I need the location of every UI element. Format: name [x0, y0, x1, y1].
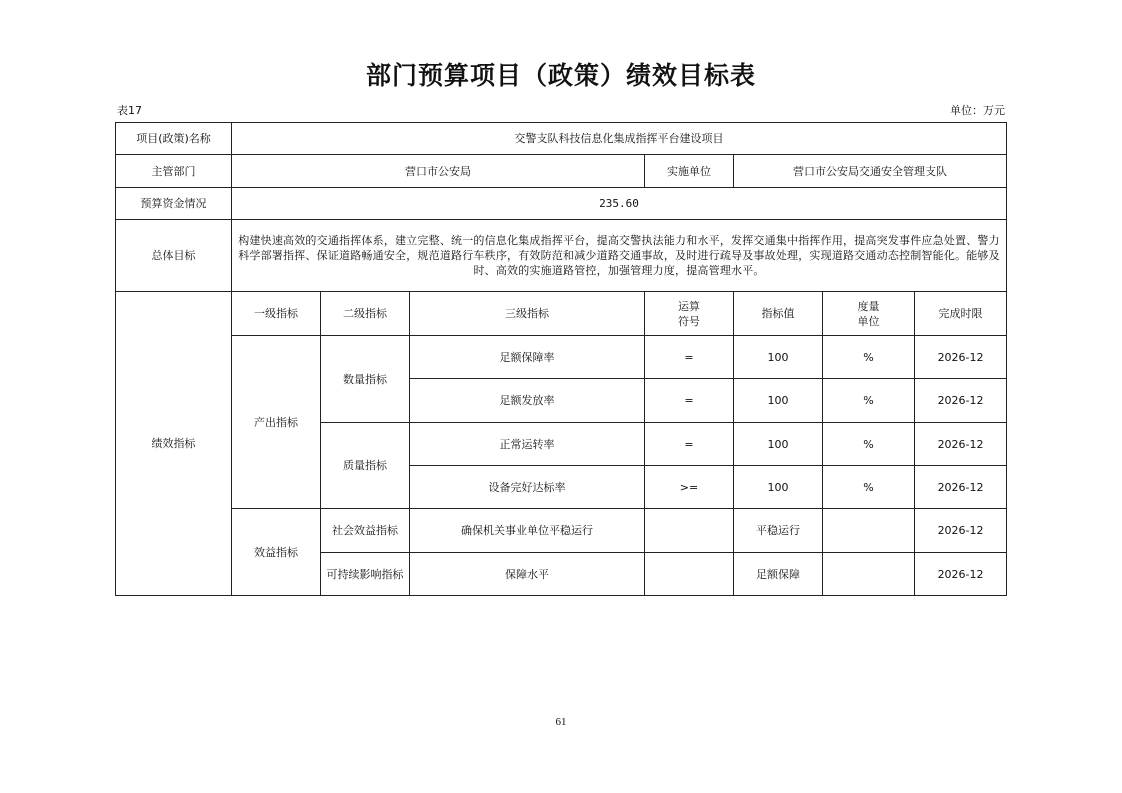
- project-name-value: 交警支队科技信息化集成指挥平台建设项目: [232, 123, 1007, 155]
- indicator-unit: %: [823, 379, 915, 423]
- indicator-unit: %: [823, 423, 915, 466]
- indicator-name: 设备完好达标率: [410, 466, 645, 509]
- header-unit-line2: 单位: [857, 314, 880, 328]
- indicator-name: 足额发放率: [410, 379, 645, 423]
- header-value: 指标值: [734, 292, 823, 336]
- group-quantity: 数量指标: [321, 336, 410, 423]
- header-deadline: 完成时限: [915, 292, 1007, 336]
- budget-value: 235.60: [232, 188, 1007, 220]
- indicator-operator: =: [645, 423, 734, 466]
- header-row: [116, 292, 1007, 336]
- indicator-deadline: 2026-12: [915, 379, 1007, 423]
- indicator-operator: >=: [645, 466, 734, 509]
- group-social: 社会效益指标: [321, 509, 410, 553]
- project-row: [116, 123, 1007, 155]
- department-value: 营口市公安局: [232, 155, 645, 188]
- goal-label: 总体目标: [116, 220, 232, 292]
- indicator-value: 平稳运行: [734, 509, 823, 553]
- implementer-value: 营口市公安局交通安全管理支队: [734, 155, 1007, 188]
- header-operator: [645, 292, 734, 336]
- header-operator-line1: 运算: [678, 299, 700, 313]
- department-row: [116, 155, 1007, 188]
- indicator-deadline: 2026-12: [915, 466, 1007, 509]
- indicator-name: 足额保障率: [410, 336, 645, 379]
- indicator-operator: [645, 553, 734, 596]
- header-level1: 一级指标: [232, 292, 321, 336]
- group-quality: 质量指标: [321, 423, 410, 509]
- indicator-deadline: 2026-12: [915, 509, 1007, 553]
- page-title: 部门预算项目（政策）绩效目标表: [365, 61, 756, 90]
- header-level2: 二级指标: [321, 292, 410, 336]
- indicator-deadline: 2026-12: [915, 336, 1007, 379]
- page-number: 61: [555, 716, 567, 728]
- indicator-value: 100: [734, 423, 823, 466]
- indicator-name: 确保机关事业单位平稳运行: [410, 509, 645, 553]
- table-number: 表17: [117, 104, 142, 117]
- indicator-value: 100: [734, 336, 823, 379]
- table-row: [116, 509, 1007, 553]
- indicator-operator: [645, 509, 734, 553]
- indicator-name: 正常运转率: [410, 423, 645, 466]
- group-benefit: 效益指标: [232, 509, 321, 596]
- performance-table: [115, 122, 1007, 596]
- indicator-value: 100: [734, 379, 823, 423]
- header-unit: [823, 292, 915, 336]
- budget-row: [116, 188, 1007, 220]
- indicator-unit: %: [823, 336, 915, 379]
- unit-label: 单位：万元: [950, 104, 1005, 117]
- table-row: [116, 336, 1007, 379]
- indicator-unit: [823, 553, 915, 596]
- department-label: 主管部门: [116, 155, 232, 188]
- indicator-unit: [823, 509, 915, 553]
- indicator-operator: =: [645, 336, 734, 379]
- header-level3: 三级指标: [410, 292, 645, 336]
- implementer-label: 实施单位: [645, 155, 734, 188]
- indicator-unit: %: [823, 466, 915, 509]
- performance-label: 绩效指标: [116, 292, 232, 596]
- budget-label: 预算资金情况: [116, 188, 232, 220]
- header-unit-line1: 度量: [857, 299, 880, 313]
- goal-row: [116, 220, 1007, 292]
- indicator-deadline: 2026-12: [915, 553, 1007, 596]
- indicator-value: 足额保障: [734, 553, 823, 596]
- indicator-value: 100: [734, 466, 823, 509]
- goal-value: 构建快速高效的交通指挥体系，建立完整、统一的信息化集成指挥平台，提高交警执法能力和水平，发挥交通集中指挥作用，提高突发事件应急处置、警力科学部署指挥、保证道路畅通安全，规范道路行车秩序，有效防范和减少道路交通事故，及时进行疏导及事故处理，实现道路交通动态控制智能化。能够及时、高效的实施道路管控，加强管理力度，提高管理水平。: [232, 220, 1007, 292]
- group-output: 产出指标: [232, 336, 321, 509]
- project-name-label: 项目(政策)名称: [116, 123, 232, 155]
- indicator-deadline: 2026-12: [915, 423, 1007, 466]
- group-sustain: 可持续影响指标: [321, 553, 410, 596]
- header-operator-line2: 符号: [678, 314, 700, 328]
- indicator-operator: =: [645, 379, 734, 423]
- indicator-name: 保障水平: [410, 553, 645, 596]
